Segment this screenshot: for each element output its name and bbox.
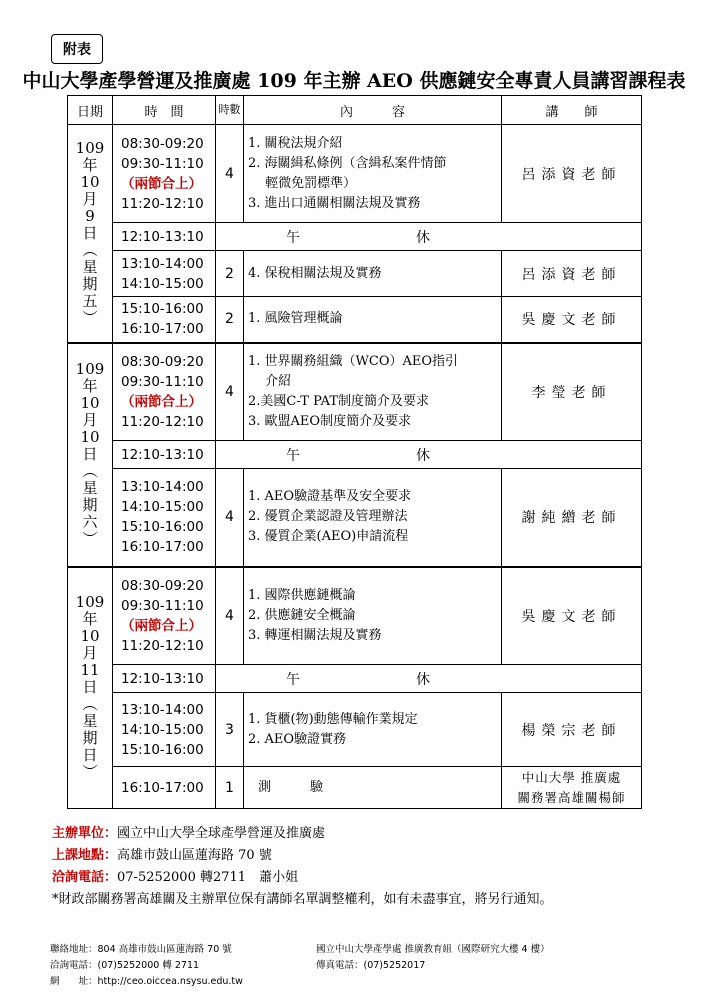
organizer-line: [52, 822, 325, 841]
teacher-cell: 吳慶文老師: [502, 297, 642, 343]
hours-cell: 2: [216, 297, 244, 343]
date-char: 109: [75, 138, 105, 157]
time-cell: [113, 251, 216, 297]
content-cell: [244, 767, 502, 809]
date-char: 月: [82, 411, 98, 429]
hours-cell: 2: [216, 251, 244, 297]
date-char: ︶: [82, 763, 98, 782]
hours-cell: 4: [216, 125, 244, 223]
phone-line: [52, 866, 298, 885]
teacher-cell: 吳慶文老師: [502, 567, 642, 665]
teacher-cell: 李瑩老師: [502, 343, 642, 441]
time-cell: [113, 693, 216, 767]
date-char: 期: [82, 274, 98, 293]
date-char: 年: [82, 377, 98, 395]
table-row: [68, 441, 642, 469]
hours-cell: 1: [216, 767, 244, 809]
date-char: 10: [80, 394, 100, 412]
content-line: 1. AEO驗證基準及安全要求: [248, 489, 412, 505]
time-slot: 11:20-12:10: [121, 637, 204, 654]
venue-value: 高雄市鼓山區蓮海路 70 號: [117, 848, 272, 863]
header-date: 日期: [68, 96, 113, 125]
content-cell: [244, 297, 502, 343]
time-slot: 12:10-13:10: [121, 228, 204, 245]
date-char: 年: [82, 155, 98, 174]
date-char: 月: [82, 189, 98, 208]
time-slot: 15:10-16:00: [121, 741, 204, 758]
date-char: ︶: [82, 308, 98, 327]
lunch-break: [216, 441, 642, 469]
content-line: 3. 轉運相關法規及實務: [248, 627, 382, 643]
table-row: [68, 665, 642, 693]
date-char: 10: [80, 172, 100, 191]
lunch-label-1: 午: [286, 447, 300, 464]
date-char: 星: [82, 257, 98, 276]
time-cell: [113, 469, 216, 567]
venue-label: 上課地點：: [52, 848, 118, 863]
header-content: 內 容: [244, 96, 502, 125]
content-cell: [244, 469, 502, 567]
organizer-value: 國立中山大學全球產學營運及推廣處: [117, 826, 326, 841]
date-char: 日: [82, 223, 98, 242]
table-row: [68, 693, 642, 767]
date-char: 9: [85, 206, 95, 225]
time-slot: 09:30-11:10: [121, 155, 204, 172]
teacher-line: 關務署高雄關楊師: [517, 789, 626, 805]
time-slot: （兩節合上）: [121, 617, 202, 634]
date-char: 10: [80, 428, 100, 446]
time-slot: 12:10-13:10: [121, 446, 204, 463]
lunch-break: [216, 665, 642, 693]
content-line: 3. 歐盟AEO制度簡介及要求: [248, 413, 412, 429]
time-slot: 16:10-17:00: [121, 539, 204, 556]
header-teacher: 講 師: [502, 96, 642, 125]
annex-label: 附表: [51, 34, 103, 64]
time-slot: 14:10-15:00: [121, 275, 204, 292]
phone-value: 07-5252000 轉2711 蕭小姐: [117, 870, 299, 885]
date-char: 五: [82, 291, 98, 310]
date-cell: [68, 567, 113, 809]
table-row: [68, 125, 642, 223]
date-char: ︵: [82, 240, 98, 259]
content-line: 介紹: [248, 373, 292, 389]
table-row: [68, 469, 642, 567]
hours-cell: 4: [216, 469, 244, 567]
schedule-table: [67, 95, 642, 809]
teacher-cell: 呂添資老師: [502, 251, 642, 297]
time-slot: 08:30-09:20: [121, 353, 204, 370]
date-cell: [68, 343, 113, 567]
time-cell: [113, 441, 216, 469]
time-slot: 13:10-14:00: [121, 479, 204, 496]
time-slot: 13:10-14:00: [121, 255, 204, 272]
time-slot: 09:30-11:10: [121, 597, 204, 614]
date-char: 星: [82, 712, 98, 731]
date-char: 109: [75, 593, 105, 612]
date-char: 星: [82, 479, 98, 497]
teacher-cell: 呂添資老師: [502, 125, 642, 223]
time-cell: [113, 125, 216, 223]
table-row: [68, 567, 642, 665]
date-char: 月: [82, 644, 98, 663]
organizer-label: 主辦單位：: [52, 826, 118, 841]
note-line: *財政部關務署高雄關及主辦單位保有講師名單調整權利，如有未盡事宜，將另行通知。: [52, 892, 553, 907]
table-row: [68, 251, 642, 297]
time-cell: [113, 665, 216, 693]
time-slot: 14:10-15:00: [121, 499, 204, 516]
content-line: 3. 優質企業(AEO)申請流程: [248, 529, 409, 545]
time-slot: 14:10-15:00: [121, 721, 204, 738]
time-slot: 16:10-17:00: [121, 321, 204, 338]
page-title: 中山大學產學營運及推廣處 109 年主辦 AEO 供應鏈安全專責人員講習課程表: [22, 70, 686, 92]
time-slot: 15:10-16:00: [121, 519, 204, 536]
date-char: 日: [82, 445, 98, 463]
footer-address: 聯絡地址：804 高雄市鼓山區蓮海路 70 號: [50, 944, 232, 955]
lunch-label-2: 休: [416, 229, 430, 246]
content-line: 4. 保稅相關法規及實務: [248, 265, 382, 281]
content-line: 輕微免罰標準）: [248, 175, 357, 191]
date-char: 109: [75, 360, 105, 378]
header-hours: 時數: [216, 96, 244, 125]
lunch-label-2: 休: [416, 671, 430, 688]
date-char: 日: [82, 678, 98, 697]
venue-line: [52, 844, 272, 863]
time-slot: 12:10-13:10: [121, 670, 204, 687]
date-char: 六: [82, 513, 98, 531]
lunch-break: [216, 223, 642, 251]
footer-tel: 洽詢電話：(07)5252000 轉 2711: [50, 960, 200, 971]
content-cell: [244, 343, 502, 441]
teacher-cell: 楊榮宗老師: [502, 693, 642, 767]
content-line: 2. 海關緝私條例（含緝私案件情節: [248, 155, 447, 171]
date-char: 期: [82, 729, 98, 748]
time-slot: 15:10-16:00: [121, 301, 204, 318]
time-cell: [113, 223, 216, 251]
content-line: 2. AEO驗證實務: [248, 731, 347, 747]
content-line: 測 驗: [258, 779, 324, 795]
time-cell: [113, 343, 216, 441]
date-char: ︵: [82, 462, 98, 480]
content-line: 1. 世界關務組織（WCO）AEO指引: [248, 353, 459, 369]
footer-fax: 傳真電話：(07)5252017: [316, 960, 426, 971]
table-row: [68, 223, 642, 251]
content-cell: [244, 251, 502, 297]
time-cell: [113, 297, 216, 343]
table-row: [68, 767, 642, 809]
time-slot: 09:30-11:10: [121, 373, 204, 390]
date-char: 10: [80, 627, 100, 646]
date-char: ︵: [82, 695, 98, 714]
content-line: 2.美國C-T PAT制度簡介及要求: [248, 393, 429, 409]
content-line: 3. 進出口通關相關法規及實務: [248, 195, 421, 211]
time-slot: （兩節合上）: [121, 175, 202, 192]
hours-cell: 3: [216, 693, 244, 767]
footer-web: 網 址：http://ceo.oiccea.nsysu.edu.tw: [50, 976, 243, 987]
time-cell: [113, 567, 216, 665]
date-char: 11: [80, 661, 100, 680]
hours-cell: 4: [216, 567, 244, 665]
lunch-label-2: 休: [416, 447, 430, 464]
content-line: 1. 關稅法規介紹: [248, 135, 343, 151]
content-cell: [244, 125, 502, 223]
content-line: 2. 優質企業認證及管理辦法: [248, 509, 408, 525]
content-cell: [244, 567, 502, 665]
teacher-cell: [502, 767, 642, 809]
time-slot: 08:30-09:20: [121, 135, 204, 152]
time-cell: [113, 767, 216, 809]
time-slot: 08:30-09:20: [121, 577, 204, 594]
content-cell: [244, 693, 502, 767]
time-slot: 11:20-12:10: [121, 195, 204, 212]
time-slot: 11:20-12:10: [121, 413, 204, 430]
teacher-line: 中山大學 推廣處: [521, 769, 622, 785]
content-line: 2. 供應鏈安全概論: [248, 607, 356, 623]
lunch-label-1: 午: [286, 229, 300, 246]
lunch-label-1: 午: [286, 671, 300, 688]
content-line: 1. 風險管理概論: [248, 311, 343, 327]
time-slot: （兩節合上）: [121, 393, 202, 410]
time-slot: 13:10-14:00: [121, 701, 204, 718]
time-slot: 16:10-17:00: [121, 779, 204, 796]
date-char: 日: [82, 746, 98, 765]
date-char: ︶: [82, 530, 98, 548]
content-line: 1. 貨櫃(物)動態傳輸作業規定: [248, 711, 418, 727]
phone-label: 洽詢電話：: [52, 870, 118, 885]
date-char: 年: [82, 610, 98, 629]
footer-org: 國立中山大學產學處 推廣教育組（國際研究大樓 4 樓）: [316, 944, 550, 955]
date-cell: [68, 125, 113, 343]
teacher-cell: 謝純繒老師: [502, 469, 642, 567]
content-line: 1. 國際供應鏈概論: [248, 587, 356, 603]
table-row: [68, 297, 642, 343]
header-time: 時 間: [113, 96, 216, 125]
date-char: 期: [82, 496, 98, 514]
hours-cell: 4: [216, 343, 244, 441]
table-row: [68, 343, 642, 441]
